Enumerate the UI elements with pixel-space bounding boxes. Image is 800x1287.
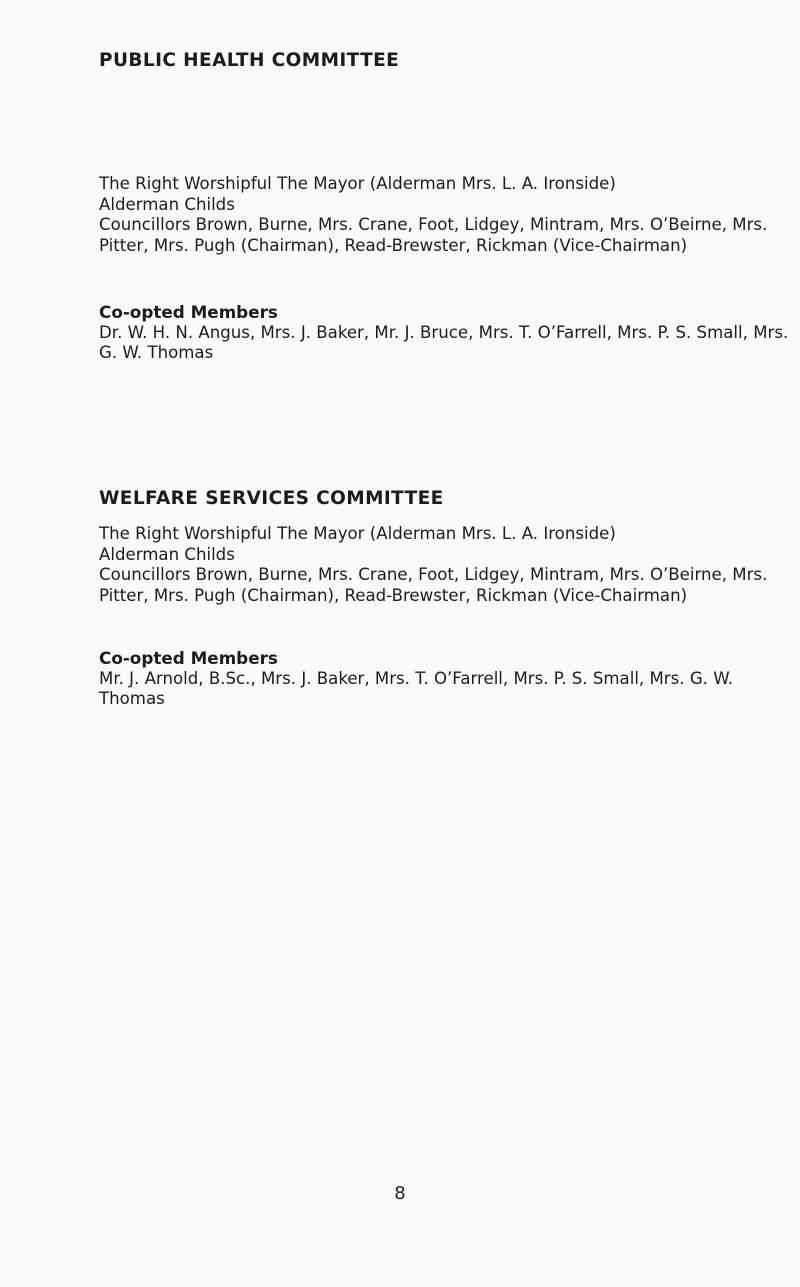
public-health-committee-title: PUBLIC HEALTH COMMITTEE: [99, 50, 400, 71]
welfare-services-committee-title: WELFARE SERVICES COMMITTEE: [99, 488, 444, 509]
welfare-services-member-alderman: Alderman Childs: [99, 544, 235, 564]
public-health-coopted-heading: Co-opted Members: [99, 302, 278, 322]
welfare-services-coopted: [99, 648, 789, 710]
welfare-services-member-mayor: The Right Worshipful The Mayor (Alderman Mrs. L. A. Ironside): [99, 524, 616, 543]
public-health-member-councillors: Councillors Brown, Burne, Mrs. Crane, Foot, Lidgey, Mintram, Mrs. O’Beirne, Mrs. Pitter, Mrs. Pugh (Chairman), Read-Brewster, Rickman (Vice-Chairman): [99, 215, 768, 255]
welfare-services-coopted-list: Mr. J. Arnold, B.Sc., Mrs. J. Baker, Mrs. T. O’Farrell, Mrs. P. S. Small, Mrs. G. W. Thomas: [99, 668, 734, 708]
welfare-services-members: [99, 524, 789, 606]
public-health-member-alderman: Alderman Childs: [99, 194, 235, 214]
page-number: 8: [394, 1183, 406, 1204]
public-health-member-mayor: The Right Worshipful The Mayor (Alderman Mrs. L. A. Ironside): [99, 174, 616, 193]
public-health-coopted: [99, 302, 789, 364]
welfare-services-member-councillors: Councillors Brown, Burne, Mrs. Crane, Foot, Lidgey, Mintram, Mrs. O’Beirne, Mrs. Pitter, Mrs. Pugh (Chairman), Read-Brewster, Rickman (Vice-Chairman): [99, 565, 768, 605]
welfare-services-coopted-heading: Co-opted Members: [99, 648, 278, 668]
public-health-coopted-list: Dr. W. H. N. Angus, Mrs. J. Baker, Mr. J. Bruce, Mrs. T. O’Farrell, Mrs. P. S. Small, Mrs. G. W. Thomas: [99, 322, 789, 362]
public-health-members: [99, 174, 789, 256]
